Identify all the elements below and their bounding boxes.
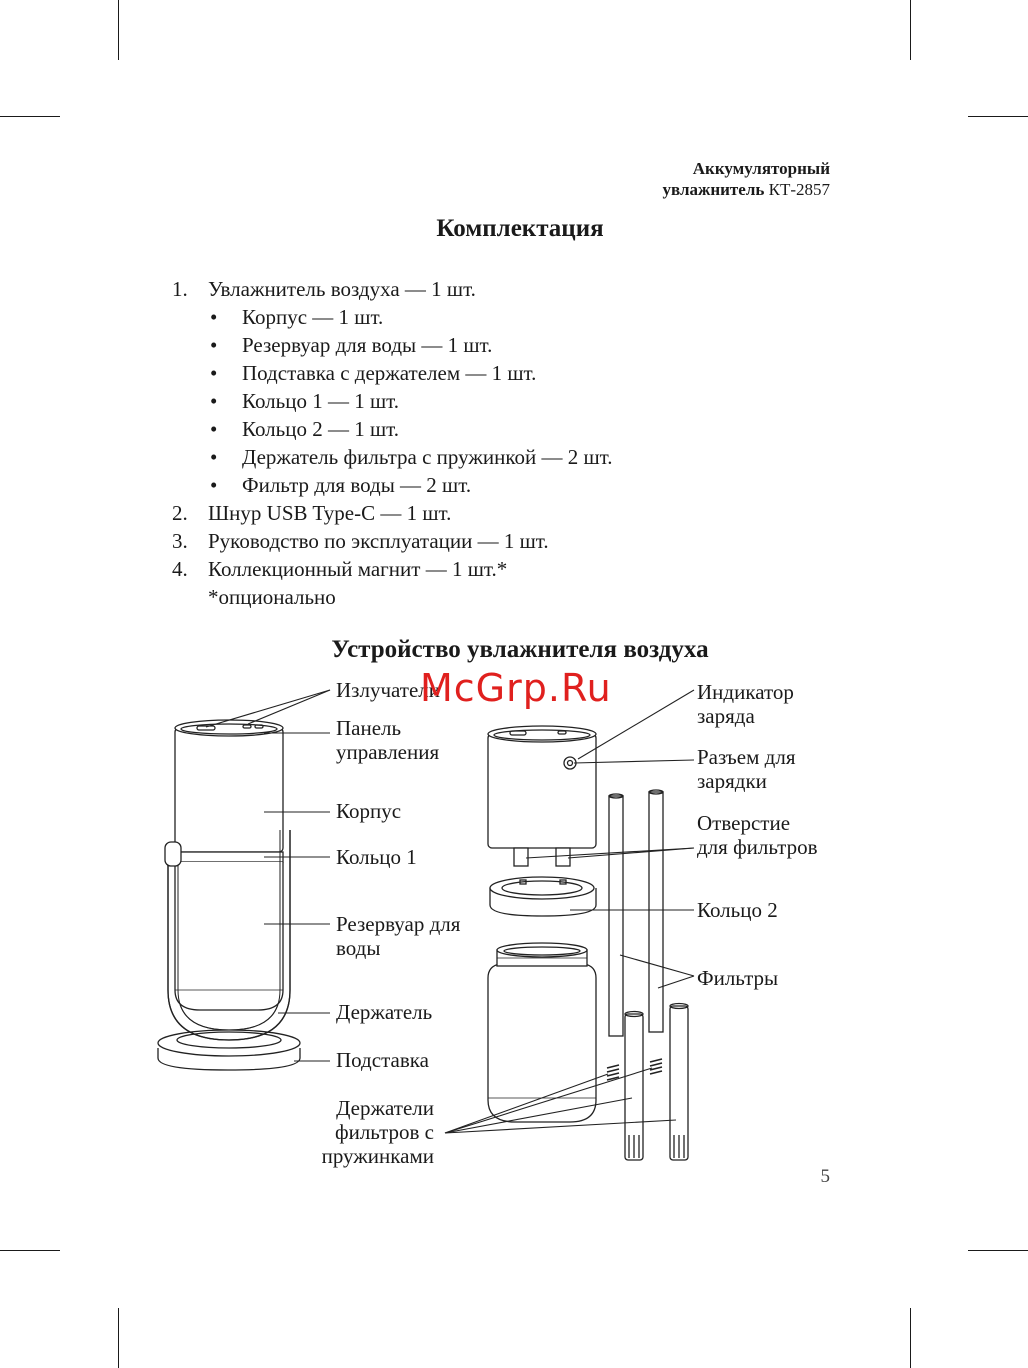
- sub-item-text: Корпус — 1 шт.: [242, 305, 384, 329]
- contents-title: Комплектация: [436, 215, 604, 242]
- footnote-text: *опционально: [208, 585, 336, 609]
- bullet: •: [210, 361, 218, 385]
- label-charging-port: [697, 745, 795, 793]
- item-number: 4.: [172, 557, 188, 581]
- label-stand: Подставка: [336, 1048, 429, 1072]
- sub-item-text: Резервуар для воды — 1 шт.: [242, 333, 493, 357]
- exploded-body: [488, 726, 596, 866]
- label-line: Панель: [336, 716, 402, 740]
- label-filters: Фильтры: [697, 966, 779, 990]
- label-ring2: Кольцо 2: [697, 898, 778, 922]
- label-ring1: Кольцо 1: [336, 845, 417, 869]
- label-reservoir: [336, 912, 460, 960]
- bullet: •: [210, 333, 218, 357]
- exploded-reservoir: [488, 943, 596, 1122]
- stand-drawing: [158, 1030, 300, 1070]
- bullet: •: [210, 473, 218, 497]
- label-line: Отверстие: [697, 811, 791, 835]
- label-line: пружинками: [321, 1144, 434, 1168]
- label-control-panel: [336, 716, 439, 764]
- item-number: 3.: [172, 529, 188, 553]
- label-line: управления: [336, 740, 440, 764]
- label-spring-holders: [300, 1096, 434, 1168]
- sub-item-text: Фильтр для воды — 2 шт.: [242, 473, 472, 497]
- label-line: воды: [336, 936, 381, 960]
- item-number: 1.: [172, 277, 188, 301]
- sub-item-text: Кольцо 1 — 1 шт.: [242, 389, 399, 413]
- filters-drawing: [609, 790, 663, 1036]
- page-number: 5: [820, 1166, 830, 1187]
- sub-item-text: Подставка с держателем — 1 шт.: [242, 361, 537, 385]
- device-title: Устройство увлажнителя воздуха: [331, 636, 709, 663]
- header-line1: Аккумуляторный: [692, 159, 830, 178]
- label-line: зарядки: [697, 769, 767, 793]
- assembled-humidifier: [158, 720, 300, 1070]
- bullet: •: [210, 389, 218, 413]
- reservoir-drawing: [175, 862, 283, 1010]
- sub-item-text: Кольцо 2 — 1 шт.: [242, 417, 399, 441]
- label-line: фильтров с: [334, 1120, 434, 1144]
- label-filter-holes: [697, 811, 818, 859]
- item-text: Увлажнитель воздуха — 1 шт.: [208, 277, 476, 301]
- label-line: Резервуар для: [336, 912, 461, 936]
- body-drawing: [175, 720, 283, 852]
- bullet: •: [210, 445, 218, 469]
- label-body: Корпус: [336, 799, 402, 823]
- label-holder: Держатель: [336, 1000, 433, 1024]
- label-line: Разъем для: [697, 745, 796, 769]
- watermark: McGrp.Ru: [420, 666, 612, 710]
- header-line2-bold: увлажнитель: [662, 180, 765, 199]
- label-line: для фильтров: [697, 835, 818, 859]
- bullet: •: [210, 417, 218, 441]
- label-line: заряда: [697, 704, 755, 728]
- pivot-knob: [165, 842, 181, 866]
- item-text: Коллекционный магнит — 1 шт.*: [208, 557, 508, 581]
- header-model: КТ-2857: [768, 180, 830, 199]
- label-emitters: Излучатели: [336, 678, 440, 702]
- sub-item-text: Держатель фильтра с пружинкой — 2 шт.: [242, 445, 613, 469]
- exploded-view: [488, 726, 688, 1160]
- item-number: 2.: [172, 501, 188, 525]
- label-line: Индикатор: [697, 680, 794, 704]
- label-line: Держатели: [336, 1096, 434, 1120]
- bullet: •: [210, 305, 218, 329]
- item-text: Руководство по эксплуатации — 1 шт.: [208, 529, 549, 553]
- label-charge-indicator: [697, 680, 794, 728]
- item-text: Шнур USB Type-C — 1 шт.: [208, 501, 452, 525]
